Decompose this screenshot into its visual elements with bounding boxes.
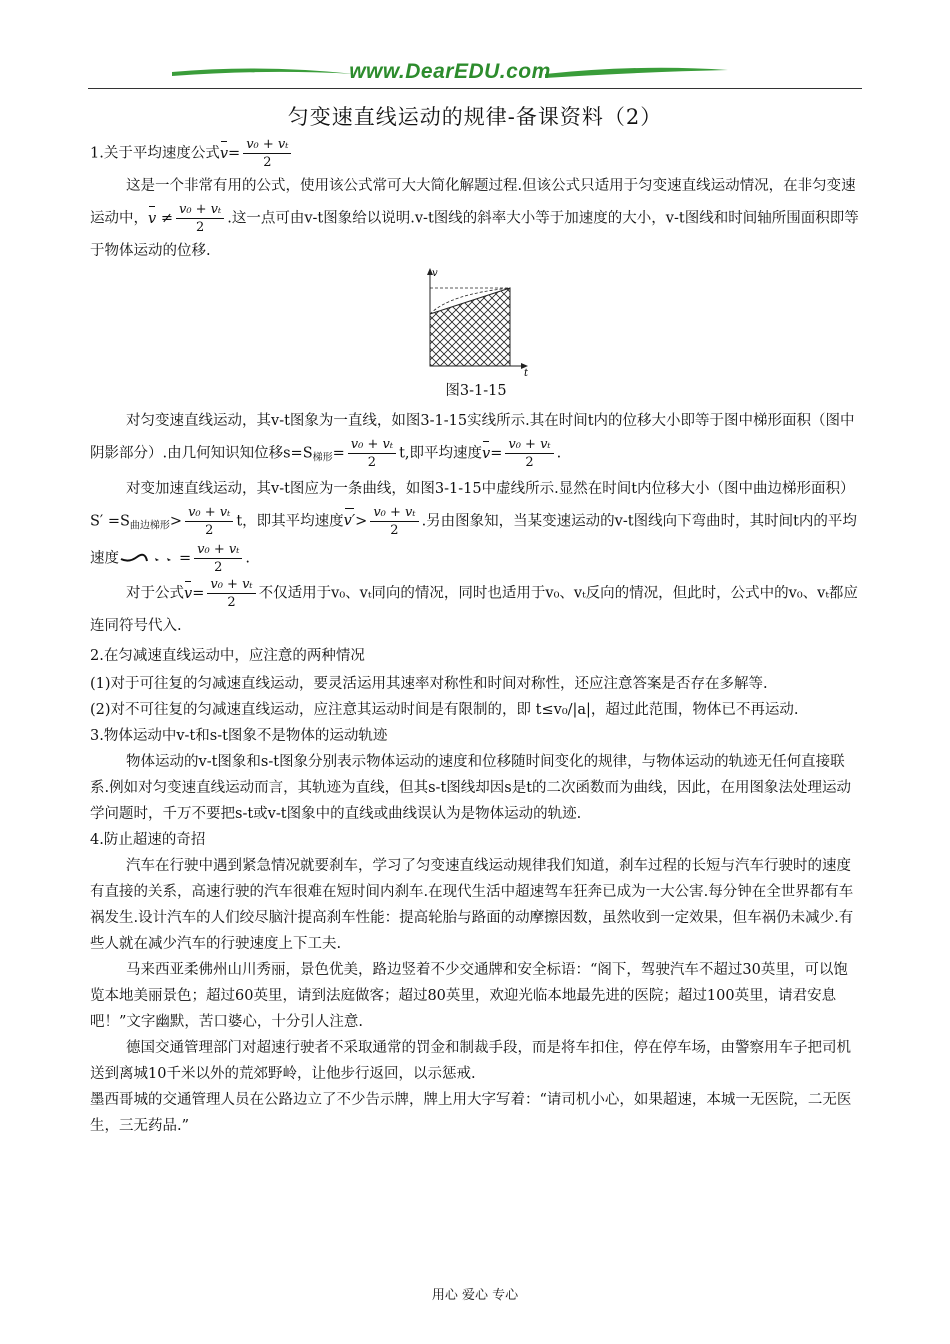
paragraph-text: 对于公式 <box>126 585 184 602</box>
average-velocity-fraction <box>176 201 224 236</box>
fraction-numerator: v₀ + vₜ <box>207 576 255 594</box>
site-url[interactable]: www.DearEDU.com <box>349 60 551 83</box>
v-bar-symbol: v <box>184 579 192 609</box>
section-2-item-2: (2)对不可往复的匀减速直线运动，应注意其运动时间是有限制的，即 t≤v₀/|a|，超过此范围，物体已不再运动. <box>90 702 799 718</box>
fraction-denominator: 2 <box>227 595 236 610</box>
paragraph-text: . <box>556 445 562 462</box>
section-4-paragraph-3: 德国交通管理部门对超速行驶者不采取通常的罚金和制裁手段，而是将车扣住，停在停车场，由警察用车子把司机送到离城10千米以外的荒郊野岭，让他步行返回，以示惩戒. <box>90 1040 851 1082</box>
section-1-paragraph-2 <box>90 406 862 474</box>
average-velocity-fraction <box>370 504 418 539</box>
fraction-numerator: v₀ + vₜ <box>505 436 553 454</box>
paragraph-text: 对匀变速直线运动，其v-t图象为一直线，如图3-1-15实线所示.其在时间t内的位移大小即等于图中梯形面积（图中阴影部分）.由几何知识知位移s=S <box>90 413 855 462</box>
equals-sign: = <box>192 585 205 602</box>
t-axis-label: t <box>524 368 529 376</box>
v-prime-bar-symbol: v′ <box>344 506 355 536</box>
subscript-text: 曲边梯形 <box>129 520 170 531</box>
greater-than-sign: > <box>355 513 368 529</box>
fraction-denominator: 2 <box>263 155 272 170</box>
fraction-numerator: v₀ + vₜ <box>176 201 224 219</box>
equals-sign: = <box>179 550 192 567</box>
not-equal-sign: ≠ <box>160 210 173 227</box>
fraction-numerator: v₀ + vₜ <box>370 504 418 522</box>
paragraph-text: 不仅适用于v₀、vₜ同向的情况，同时也适用于v₀、vₜ反向的情况，但此时，公式中的v₀、vₜ都应连同符号代入. <box>90 585 858 634</box>
section-2-heading: 2.在匀减速直线运动中，应注意的两种情况 <box>90 648 365 664</box>
heading-text: 1.关于平均速度公式 <box>90 145 220 162</box>
trapezoid-area <box>430 288 510 366</box>
section-4-paragraph-2: 马来西亚柔佛州山川秀丽，景色优美，路边竖着不少交通牌和安全标语：“阁下，驾驶汽车不超过30英里，可以饱览本地美丽景色；超过60英里，请到法庭做客；超过80英里，欢迎光临本地最先进的医院；超过100英里，请君安息吧！”文字幽默，苦口婆心，十分引人注意. <box>90 962 848 1030</box>
section-4-paragraph-4: 墨西哥城的交通管理人员在公路边立了不少告示牌，牌上用大字写着：“请司机小心，如果超速，本城一无医院，二无医生，三无药品.” <box>90 1092 852 1134</box>
page-footer: 用心 爱心 专心 <box>431 1288 519 1303</box>
fraction-numerator: v₀ + vₜ <box>194 541 242 559</box>
page-title: 匀变速直线运动的规律-备课资料（2） <box>287 105 663 129</box>
average-velocity-fraction <box>243 136 291 171</box>
average-velocity-fraction <box>185 504 233 539</box>
fraction-denominator: 2 <box>214 560 223 575</box>
paragraph-text: . <box>245 550 251 567</box>
v-bar-symbol: v <box>220 139 228 169</box>
fraction-numerator: v₀ + vₜ <box>348 436 396 454</box>
equals-sign: = <box>228 145 241 162</box>
section-3-paragraph: 物体运动的v-t图象和s-t图象分别表示物体运动的速度和位移随时间变化的规律，与物体运动的轨迹无任何直接联系.例如对匀变速直线运动而言，其轨迹为直线，但其s-t图线却因s是t的二次函数而为曲线，因此，在用图象法处理运动学问题时，千万不要把s-t或v-t图象中的直线或曲线误认为是物体运动的轨迹. <box>90 754 852 822</box>
paragraph-text: 这是一个非常有用的公式，使用该公式常可大大简化解题过程.但该公式只适用于匀变速直线运动情况，在非匀变速运动中， <box>90 178 856 227</box>
section-1-paragraph-3 <box>90 474 862 577</box>
section-1-paragraph-4 <box>90 576 862 641</box>
subscript-text: 梯形 <box>312 452 333 464</box>
paragraph-text: t,即平均速度 <box>399 445 482 462</box>
document-body <box>90 136 862 1139</box>
section-2-item-1: (1)对于可往复的匀减速直线运动，要灵活运用其速率对称性和时间对称性，还应注意答案是否存在多解等. <box>90 676 768 692</box>
paragraph-text: .另由图象知，当某变速运动的v-t图线向下弯曲时，其时间t内的平均速度 <box>90 513 857 567</box>
paragraph-text: t，即其平均速度 <box>236 513 344 529</box>
fraction-denominator: 2 <box>205 522 214 538</box>
average-velocity-fraction <box>348 436 396 471</box>
fraction-denominator: 2 <box>367 455 377 470</box>
vt-graph-figure <box>90 266 862 376</box>
fraction-numerator: v₀ + vₜ <box>243 136 291 154</box>
fraction-denominator: 2 <box>525 455 534 470</box>
fraction-numerator: v₀ + vₜ <box>185 504 233 522</box>
v-bar-symbol: v <box>148 204 156 234</box>
paragraph-text: 对变加速直线运动，其v-t图应为一条曲线，如图3-1-15中虚线所示.显然在时间t内位移大小（图中曲边梯形面积）S′ =S <box>90 480 855 529</box>
section-3-heading: 3.物体运动中v-t和s-t图象不是物体的运动轨迹 <box>90 728 388 744</box>
fraction-denominator: 2 <box>195 220 205 235</box>
average-velocity-fraction <box>207 576 255 611</box>
paragraph-text: .这一点可由v-t图象给以说明.v-t图线的斜率大小等于加速度的大小，v-t图线和时间轴所围面积即等于物体运动的位移. <box>90 210 859 259</box>
section-1-paragraph-1 <box>90 171 862 266</box>
equals-sign: = <box>332 445 345 462</box>
v-bar-symbol: v <box>482 439 490 469</box>
vt-graph <box>420 266 550 376</box>
figure-caption: 图3-1-15 <box>445 383 507 399</box>
equals-sign: = <box>490 445 503 462</box>
greater-than-sign: > <box>169 513 183 529</box>
scribble-mark <box>119 549 179 569</box>
average-velocity-fraction <box>505 436 553 471</box>
section-4-paragraph-1: 汽车在行驶中遇到紧急情况就要刹车，学习了匀变速直线运动规律我们知道，刹车过程的长短与汽车行驶时的速度有直接的关系，高速行驶的汽车很难在短时间内刹车.在现代生活中超速驾车狂奔已成为一大公害.每分钟在全世界都有车祸发生.设计汽车的人们绞尽脑汁提高刹车性能：提高轮胎与路面的动摩擦因数，虽然收到一定效果，但车祸仍未减少.有些人就在减少汽车的行驶速度上下工夫. <box>90 858 854 952</box>
section-4-heading: 4.防止超速的奇招 <box>90 832 206 848</box>
section-1-heading <box>90 136 862 171</box>
v-axis-label: v <box>432 268 438 279</box>
header-rule <box>88 88 862 89</box>
average-velocity-fraction <box>194 541 242 576</box>
fraction-denominator: 2 <box>390 522 399 538</box>
